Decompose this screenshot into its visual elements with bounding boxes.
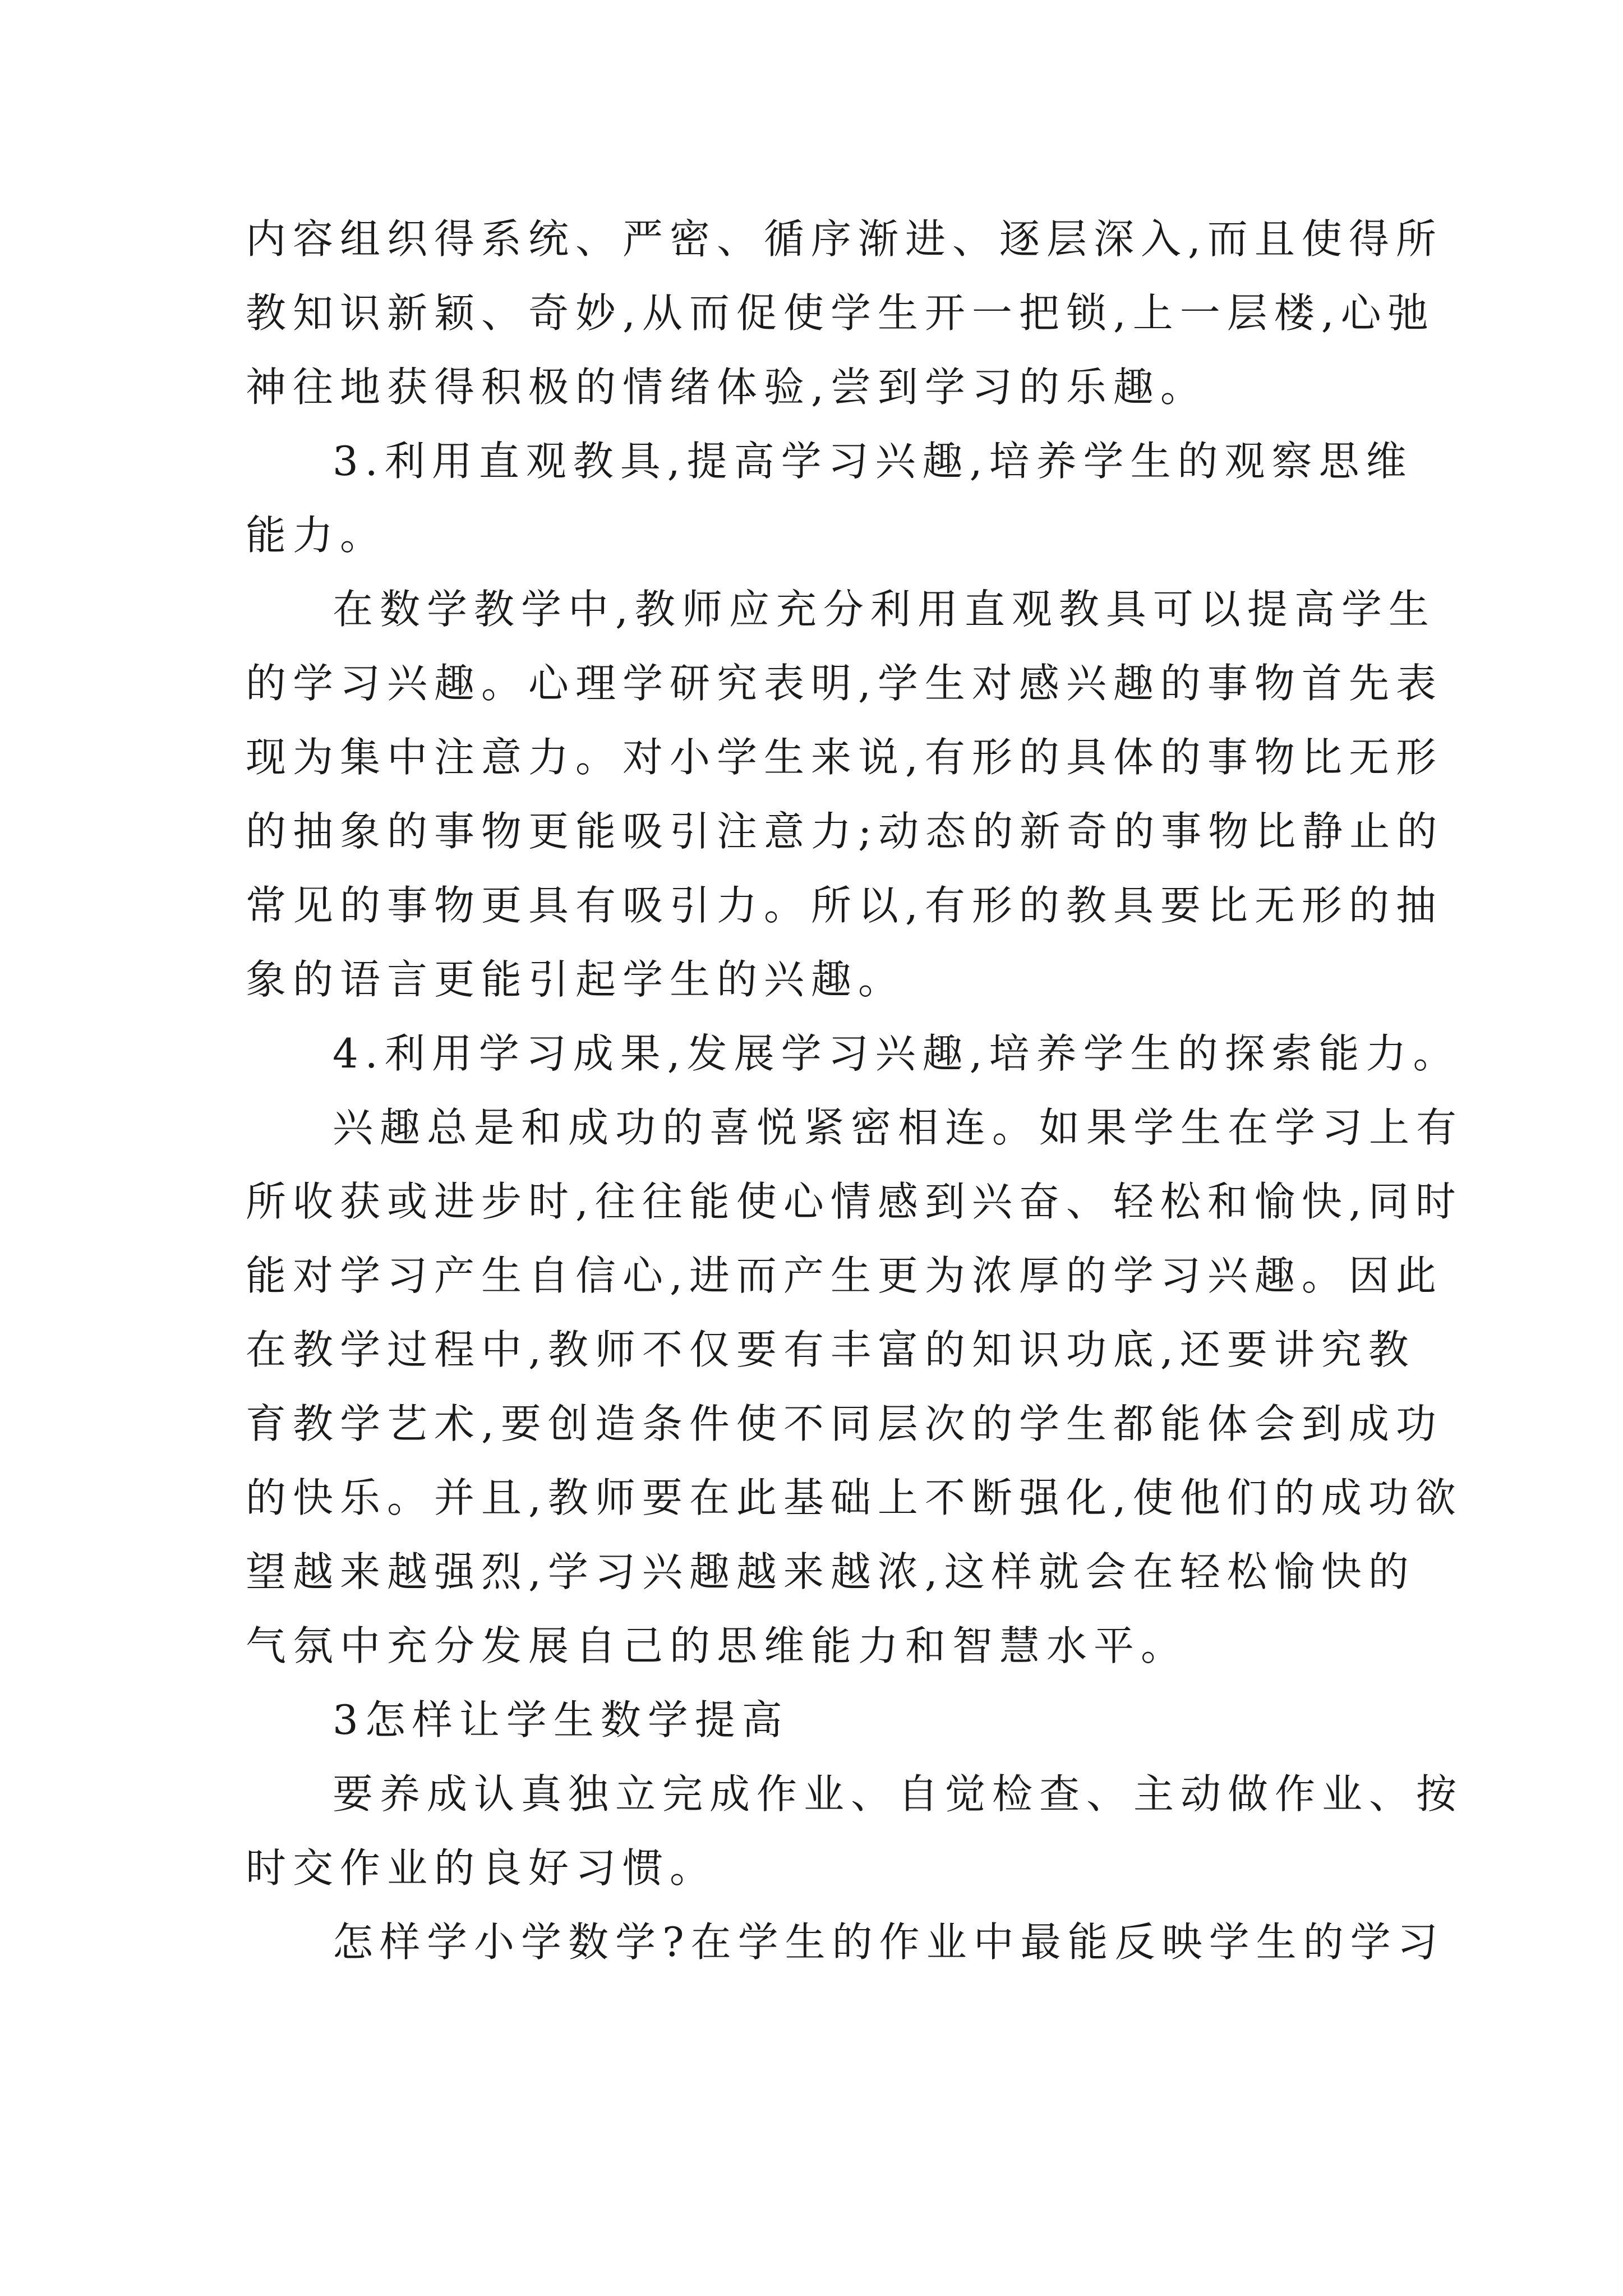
body-line: 象的语言更能引起学生的兴趣。 — [246, 956, 906, 1003]
paragraph-start: 在数学教学中,教师应充分利用直观教具可以提高学生 — [333, 586, 1436, 633]
body-line: 内容组织得系统、严密、循序渐进、逐层深入,而且使得所 — [246, 215, 1443, 263]
section-heading: 3怎样让学生数学提高 — [333, 1696, 789, 1743]
body-line: 在教学过程中,教师不仅要有丰富的知识功底,还要讲究教 — [246, 1326, 1415, 1373]
body-line: 现为集中注意力。对小学生来说,有形的具体的事物比无形 — [246, 734, 1443, 781]
body-line: 气氛中充分发展自己的思维能力和智慧水平。 — [246, 1622, 1188, 1669]
body-line: 时交作业的良好习惯。 — [246, 1844, 717, 1892]
paragraph-start: 要养成认真独立完成作业、自觉检查、主动做作业、按 — [333, 1770, 1464, 1818]
section-heading: 3.利用直观教具,提高学习兴趣,培养学生的观察思维 — [333, 438, 1413, 485]
body-line: 的抽象的事物更能吸引注意力;动态的新奇的事物比静止的 — [246, 808, 1444, 855]
body-line: 神往地获得积极的情绪体验,尝到学习的乐趣。 — [246, 364, 1207, 411]
body-line: 能对学习产生自信心,进而产生更为浓厚的学习兴趣。因此 — [246, 1252, 1443, 1299]
body-line: 所收获或进步时,往往能使心情感到兴奋、轻松和愉快,同时 — [246, 1178, 1463, 1225]
body-line: 教知识新颖、奇妙,从而促使学生开一把锁,上一层楼,心弛 — [246, 289, 1435, 337]
paragraph-start: 怎样学小学数学?在学生的作业中最能反映学生的学习 — [333, 1918, 1445, 1966]
body-line: 的学习兴趣。心理学研究表明,学生对感兴趣的事物首先表 — [246, 660, 1443, 707]
body-line: 常见的事物更具有吸引力。所以,有形的教具要比无形的抽 — [246, 882, 1443, 929]
body-line: 育教学艺术,要创造条件使不同层次的学生都能体会到成功 — [246, 1400, 1443, 1447]
body-line: 的快乐。并且,教师要在此基础上不断强化,使他们的成功欲 — [246, 1474, 1463, 1521]
section-heading: 4.利用学习成果,发展学习兴趣,培养学生的探索能力。 — [333, 1030, 1460, 1077]
body-line: 望越来越强烈,学习兴趣越来越浓,这样就会在轻松愉快的 — [246, 1548, 1415, 1595]
paragraph-start: 兴趣总是和成功的喜悦紧密相连。如果学生在学习上有 — [333, 1104, 1464, 1151]
document-body — [246, 202, 1464, 1979]
body-line: 能力。 — [246, 512, 388, 559]
